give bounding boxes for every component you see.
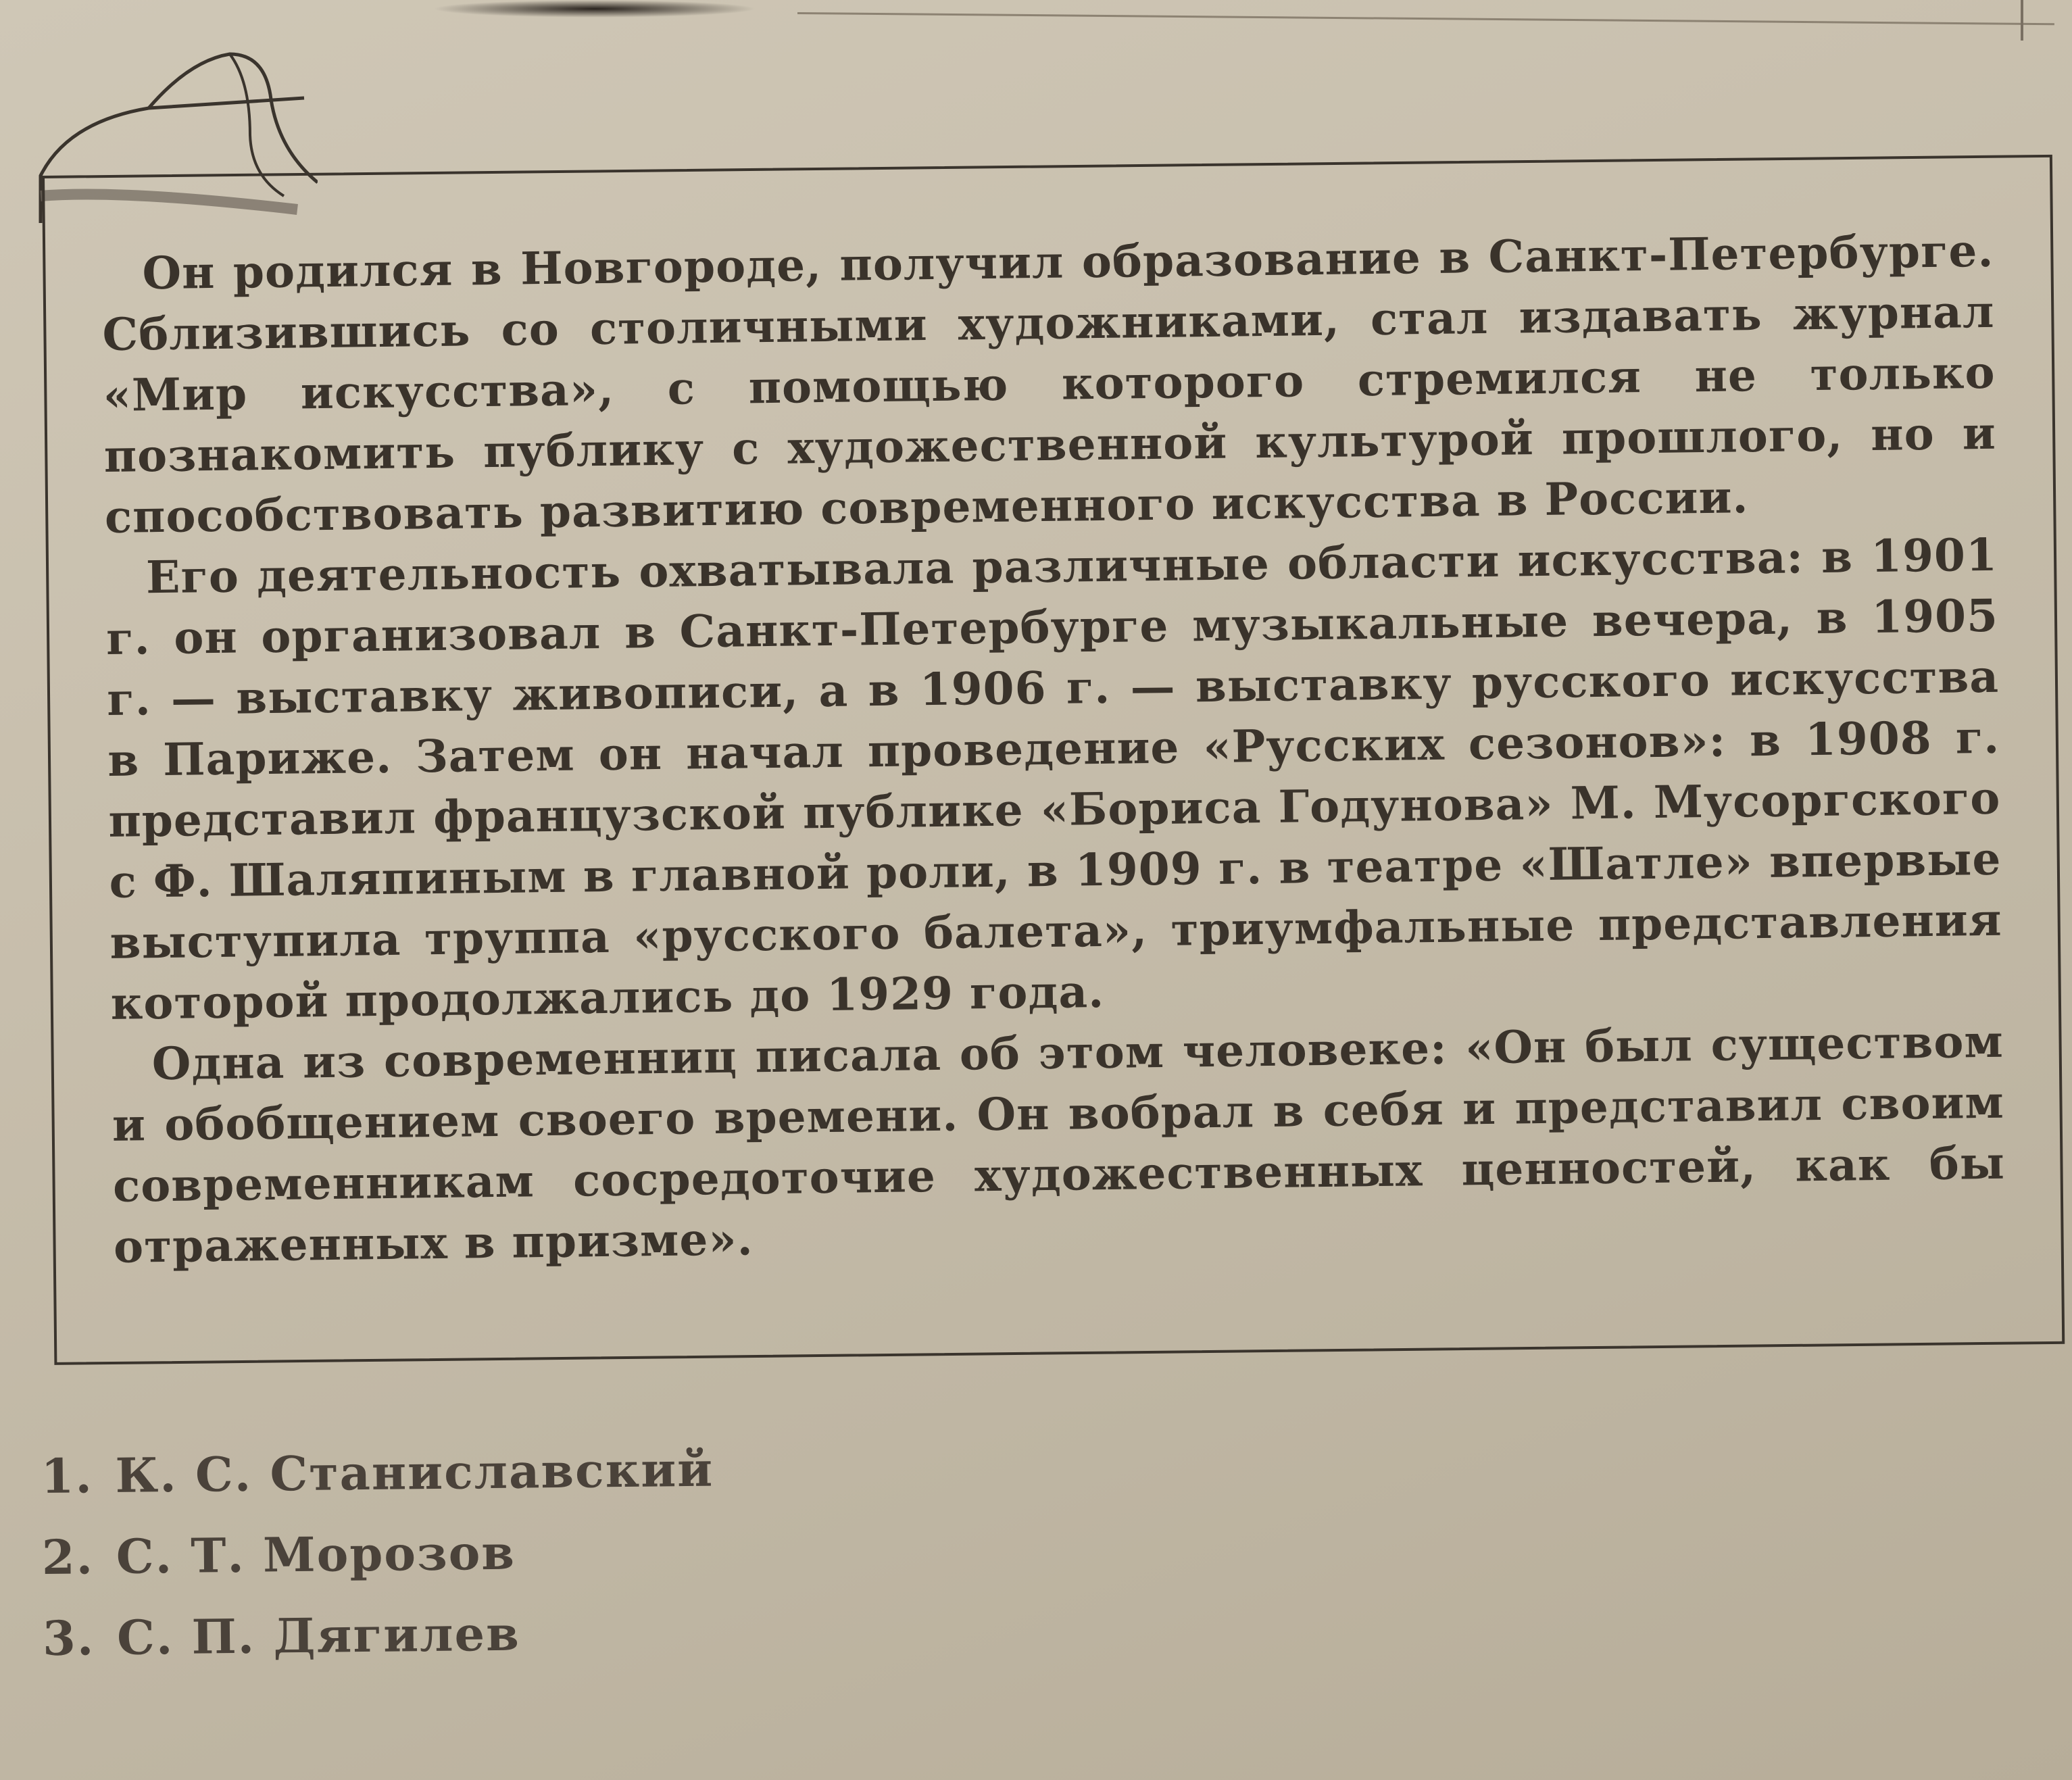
answer-option-2[interactable]	[41, 1510, 715, 1598]
option-text: К. С. Станиславский	[115, 1441, 714, 1504]
answer-option-1[interactable]	[41, 1429, 714, 1517]
top-rule	[797, 12, 2054, 25]
option-text: С. П. Дягилев	[116, 1605, 521, 1666]
option-number: 3.	[42, 1610, 95, 1666]
top-shadow	[433, 0, 757, 18]
answer-option-3[interactable]	[43, 1591, 716, 1679]
page-edge	[2021, 0, 2023, 41]
passage	[101, 220, 2006, 1277]
passage-paragraph-2: Его деятельность охватывала различные области искусства: в 1901 г. он организовал в Санкт-Петербурге музыкальные вечера, в 1905 г. — выставку живописи, а в 1906 г. — выставку русского искусства в Париже. Затем он начал проведение «Русских сезонов»: в 1908 г. представил французской публике «Бориса Годунова» М. Мусоргского с Ф. Шаляпиным в главной роли, в 1909 г. в театре «Шатле» впервые выступила труппа «русского балета», триумфальные представления которой продолжались до 1929 года.	[105, 528, 2002, 1030]
option-text: С. Т. Морозов	[116, 1524, 516, 1585]
option-number: 2.	[41, 1529, 95, 1585]
answer-options	[41, 1429, 716, 1679]
passage-paragraph-1: Он родился в Новгороде, получил образование в Санкт-Петербурге. Сблизившись со столичными художниками, стал издавать журнал «Мир искусства», с помощью которого стремился не только познакомить публику с художественной культурой прошлого, но и способствовать развитию современного искусства в России.	[102, 224, 1997, 543]
passage-paragraph-3: Одна из современниц писала об этом человеке: «Он был существом и обобщением своего времени. Он вобрал в себя и представил своим современникам сосредоточие художественных ценностей, как бы отраженных в призме».	[112, 1014, 2006, 1273]
option-number: 1.	[41, 1448, 94, 1504]
